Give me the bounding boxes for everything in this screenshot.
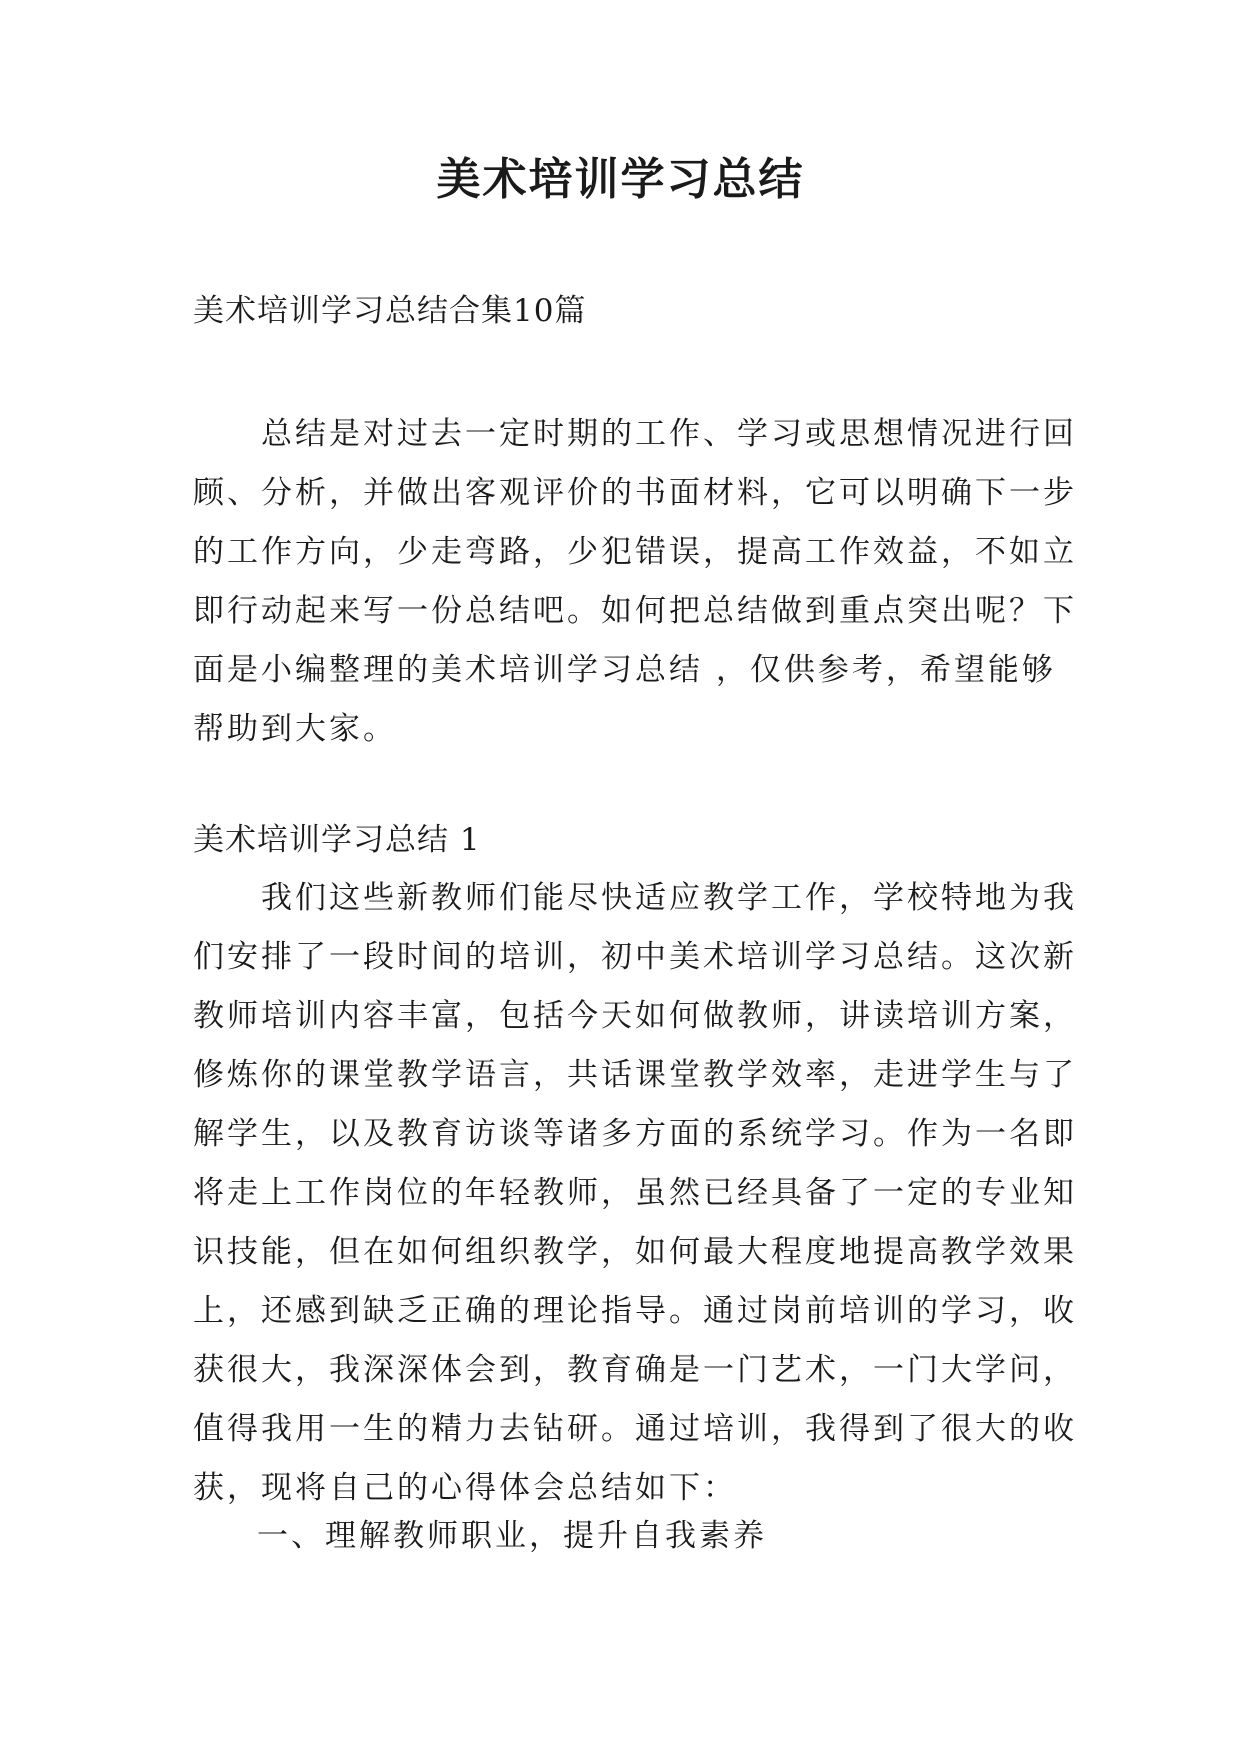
intro-line: 即行动起来写一份总结吧。如何把总结做到重点突出呢？下 xyxy=(193,593,1077,629)
body-line: 教师培训内容丰富，包括今天如何做教师，讲读培训方案， xyxy=(193,998,1077,1034)
intro-line: 面是小编整理的美术培训学习总结 ，仅供参考，希望能够 xyxy=(193,652,1056,688)
body-line: 我们这些新教师们能尽快适应教学工作，学校特地为我 xyxy=(193,880,1077,916)
body-line: 识技能，但在如何组织教学，如何最大程度地提高教学效果 xyxy=(193,1234,1077,1270)
document-title: 美术培训学习总结 xyxy=(436,154,805,205)
intro-line: 顾、分析，并做出客观评价的书面材料，它可以明确下一步 xyxy=(193,475,1077,511)
body-line: 获，现将自己的心得体会总结如下： xyxy=(193,1470,737,1506)
body-line: 值得我用一生的精力去钻研。通过培训，我得到了很大的收 xyxy=(193,1411,1077,1447)
intro-line: 的工作方向，少走弯路，少犯错误，提高工作效益，不如立 xyxy=(193,534,1077,570)
section-body-paragraph xyxy=(193,869,1077,1518)
body-line: 们安排了一段时间的培训，初中美术培训学习总结。这次新 xyxy=(193,939,1077,975)
intro-paragraph xyxy=(193,405,1077,759)
section-heading: 美术培训学习总结 1 xyxy=(193,822,481,858)
body-line: 将走上工作岗位的年轻教师，虽然已经具备了一定的专业知 xyxy=(193,1175,1077,1211)
body-line: 上，还感到缺乏正确的理论指导。通过岗前培训的学习，收 xyxy=(193,1293,1077,1329)
intro-line: 帮助到大家。 xyxy=(193,711,397,747)
intro-line: 总结是对过去一定时期的工作、学习或思想情况进行回 xyxy=(193,416,1077,452)
document-subtitle: 美术培训学习总结合集10篇 xyxy=(193,293,587,329)
point-heading: 一、理解教师职业，提升自我素养 xyxy=(257,1518,767,1554)
body-line: 获很大，我深深体会到，教育确是一门艺术，一门大学问， xyxy=(193,1352,1077,1388)
body-line: 解学生，以及教育访谈等诸多方面的系统学习。作为一名即 xyxy=(193,1116,1077,1152)
body-line: 修炼你的课堂教学语言，共话课堂教学效率，走进学生与了 xyxy=(193,1057,1077,1093)
